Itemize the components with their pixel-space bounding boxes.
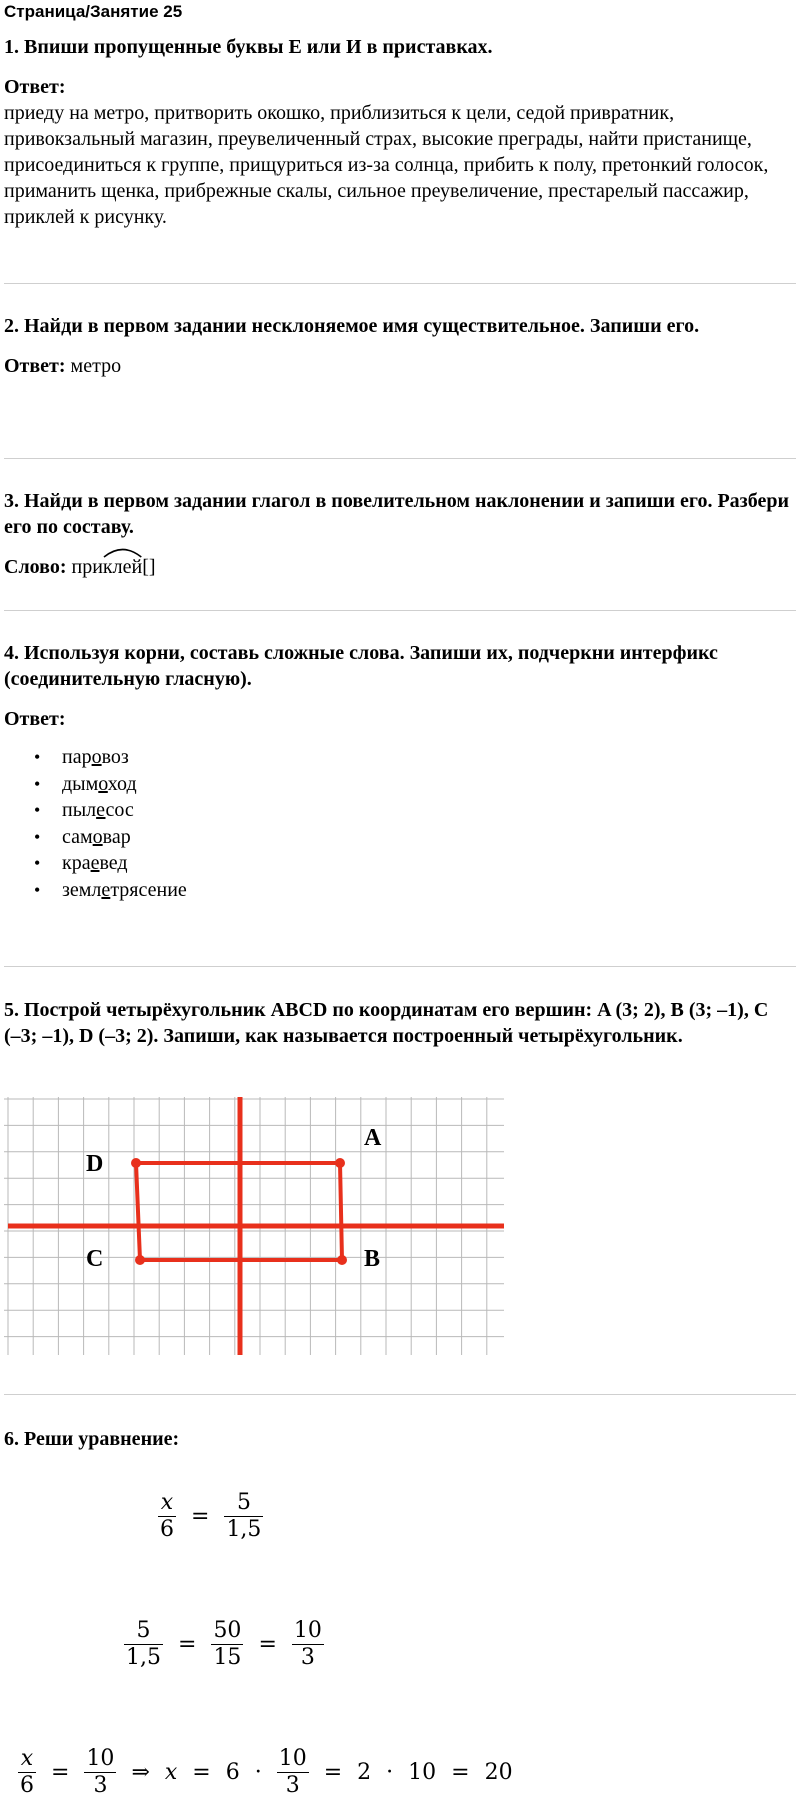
word-root-text: клей [102, 556, 143, 578]
fraction: $\frac{x}{6}$ [20, 1746, 34, 1798]
list-item: • землетрясение [4, 877, 789, 904]
separator [4, 458, 796, 459]
separator [4, 283, 796, 284]
vertex-a [335, 1158, 345, 1168]
vertex-d [131, 1158, 141, 1168]
task-5-question: 5. Построй четырёхугольник ABCD по координатам его вершин: A (3; 2), B (3; –1), C (–3; –1), D (–3; 2). Запиши, как называется построенный четырёхугольник. [4, 999, 769, 1047]
separator [4, 1394, 796, 1395]
task-1 [4, 34, 789, 230]
task-3 [4, 488, 789, 580]
task-4 [4, 640, 789, 903]
fraction: $\frac{50}{15}$ [213, 1618, 242, 1670]
vertex-c [135, 1255, 145, 1265]
list-item: • пылесос [4, 797, 789, 824]
task-3-question: 3. Найди в первом задании глагол в повелительном наклонении и запиши его. Разбери его по составу. [4, 490, 789, 538]
word-ending: [] [142, 556, 156, 578]
list-item: • краевед [4, 850, 789, 877]
compound-words-list [4, 744, 789, 903]
task-6 [4, 1426, 789, 1452]
label-c: C [86, 1246, 104, 1272]
task-4-answer [4, 706, 789, 903]
word-prefix: при [71, 556, 103, 578]
separator [4, 610, 796, 611]
label-b: B [364, 1246, 381, 1272]
task-4-question: 4. Используя корни, составь сложные слова. Запиши их, подчеркни интерфикс (соединительную гласную). [4, 642, 718, 690]
task-1-answer [4, 74, 789, 230]
answer-label: Ответ: [4, 76, 66, 98]
word-root [103, 554, 142, 580]
page-header: Страница/Занятие 25 [4, 2, 183, 21]
list-item: • дымоход [4, 771, 789, 798]
task-5 [4, 997, 789, 1049]
label-d: D [86, 1151, 104, 1177]
fraction: $\frac{10}{3}$ [293, 1618, 322, 1670]
task-3-answer [4, 554, 789, 580]
equation-2: $\frac{5}{1,5}$ = $\frac{50}{15}$ = $\frac{10}{3}$ [126, 1618, 322, 1670]
task-2-answer-value: метро [65, 355, 122, 377]
task-2 [4, 313, 789, 379]
equation-3: $\frac{x}{6}$ = $\frac{10}{3}$ ⇒ x = 6 · $\frac{10}{3}$ = 2 · 10 = 20 [20, 1746, 513, 1798]
task-1-question: 1. Впиши пропущенные буквы Е или И в приставках. [4, 36, 493, 58]
task-2-question: 2. Найди в первом задании несклоняемое имя существительное. Запиши его. [4, 315, 700, 337]
word-label: Слово: [4, 556, 67, 578]
equation-1: $\frac{x}{6}$ = $\frac{5}{1,5}$ [160, 1490, 262, 1542]
interfix: е [101, 878, 111, 901]
fraction: $\frac{x}{6}$ [160, 1490, 174, 1542]
separator [4, 966, 796, 967]
list-item: • паровоз [4, 744, 789, 771]
root-arc-icon [103, 546, 142, 558]
interfix: е [90, 852, 100, 874]
answer-label: Ответ: [4, 355, 66, 377]
task-2-answer [4, 353, 789, 379]
task-6-question: 6. Реши уравнение: [4, 1428, 180, 1450]
vertex-b [337, 1255, 347, 1265]
interfix: о [98, 772, 108, 795]
interfix: о [92, 825, 103, 848]
coordinate-grid [4, 1097, 504, 1357]
parsed-word [72, 556, 156, 578]
fraction: $\frac{10}{3}$ [86, 1746, 115, 1798]
answer-label: Ответ: [4, 708, 66, 730]
fraction: $\frac{5}{1,5}$ [226, 1490, 262, 1542]
quadrilateral-drawing [4, 1097, 504, 1357]
task-1-answer-text: приеду на метро, притворить окошко, приблизиться к цели, седой привратник, привокзальный магазин, преувеличенный страх, высокие преграды, найти пристанище, присоединиться к группе, прищуриться из-за солнца, прибить к полу, претонкий голосок, приманить щенка, прибрежные скалы, сильное преувеличение, престарелый пассажир, приклей к рисунку. [4, 102, 769, 228]
fraction: $\frac{5}{1,5}$ [126, 1618, 161, 1670]
interfix: е [96, 799, 106, 821]
fraction: $\frac{10}{3}$ [278, 1746, 307, 1798]
interfix: о [91, 746, 102, 768]
label-a: A [364, 1125, 382, 1151]
list-item: • самовар [4, 824, 789, 851]
